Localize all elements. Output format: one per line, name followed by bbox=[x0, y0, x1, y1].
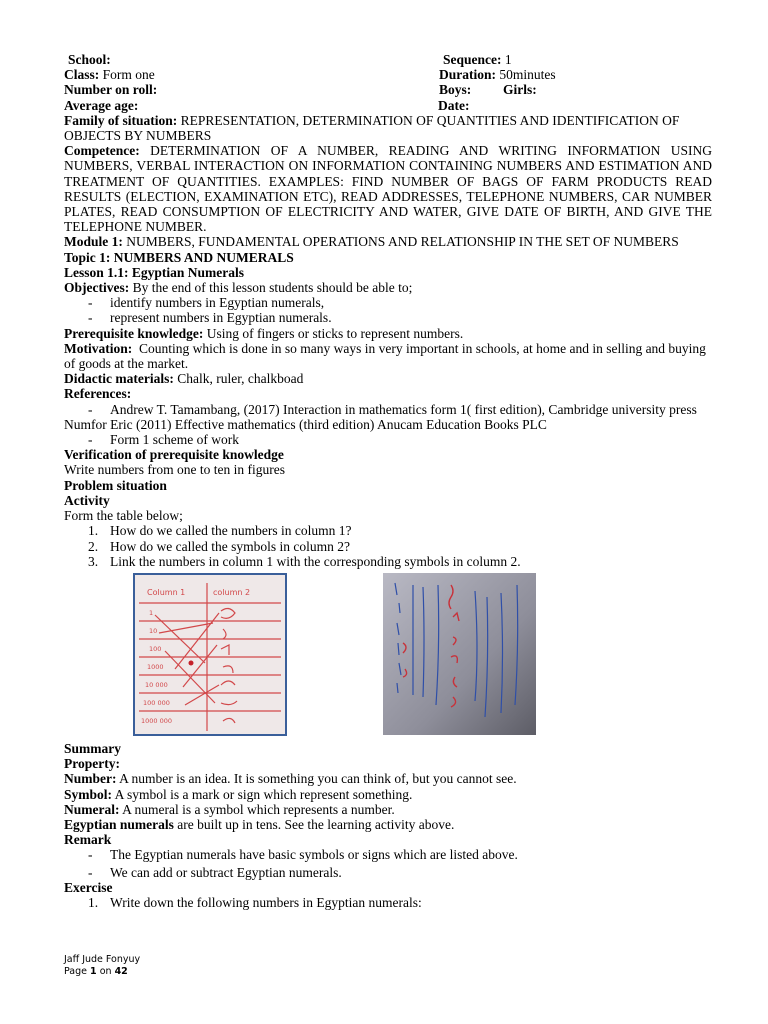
problem-situation-heading: Problem situation bbox=[64, 477, 167, 493]
definition-term: Symbol: bbox=[64, 786, 113, 802]
module-text: NUMBERS, FUNDAMENTAL OPERATIONS AND RELATIONSHIP IN THE SET OF NUMBERS bbox=[126, 234, 679, 250]
footer-page-count bbox=[64, 966, 140, 978]
photo-number: 100 bbox=[149, 644, 162, 653]
objectives bbox=[64, 280, 712, 295]
definition-text: A number is an idea. It is something you can think of, but you cannot see. bbox=[119, 771, 517, 787]
footer-author: Jaff Jude Fonyuy bbox=[64, 954, 141, 965]
age-label: Average age: bbox=[64, 97, 139, 113]
activity-heading: Activity bbox=[64, 492, 110, 508]
family-label: Family of situation: bbox=[64, 112, 178, 128]
references-list bbox=[64, 402, 712, 417]
prerequisite-label: Prerequisite knowledge: bbox=[64, 325, 204, 341]
verification-heading: Verification of prerequisite knowledge bbox=[64, 447, 284, 463]
definition-term: Egyptian numerals bbox=[64, 816, 174, 832]
sequence-label: Sequence: bbox=[443, 52, 502, 67]
photo-number: 1 bbox=[149, 608, 154, 617]
reference-item: - Andrew T. Tamambang, (2017) Interaction in mathematics form 1( first edition), Cambridge university press bbox=[64, 402, 712, 417]
reference-line: Numfor Eric (2011) Effective mathematics (third edition) Anucam Education Books PLC bbox=[64, 416, 547, 432]
list-item bbox=[64, 539, 712, 554]
list-item: - We can add or subtract Egyptian numerals. bbox=[64, 865, 712, 880]
photo-number: 1000 000 bbox=[141, 716, 173, 725]
list-item: - The Egyptian numerals have basic symbols or signs which are listed above. bbox=[64, 847, 712, 862]
date-label: Date: bbox=[438, 97, 470, 113]
exercise-list bbox=[64, 895, 712, 910]
verification-text: Write numbers from one to ten in figures bbox=[64, 462, 286, 478]
school-label: School: bbox=[68, 52, 111, 67]
header-row-1 bbox=[64, 52, 712, 67]
definition-number bbox=[64, 771, 712, 786]
roll-label: Number on roll: bbox=[64, 82, 158, 98]
list-item bbox=[64, 554, 712, 569]
didactic-label: Didactic materials: bbox=[64, 371, 174, 387]
lesson-page bbox=[64, 52, 712, 910]
class-label: Class: bbox=[64, 67, 100, 83]
motivation bbox=[64, 341, 712, 371]
competence-label: Competence: bbox=[64, 143, 140, 159]
prerequisite-text: Using of fingers or sticks to represent numbers. bbox=[206, 325, 464, 341]
photo-number: 10 000 bbox=[145, 680, 168, 689]
references-heading: References: bbox=[64, 386, 132, 402]
photo-number: 1000 bbox=[147, 662, 164, 671]
duration-value: 50minutes bbox=[499, 67, 556, 83]
notebook-drawing bbox=[383, 573, 536, 735]
notebook-photo bbox=[383, 573, 536, 735]
list-item: - identify numbers in Egyptian numerals, bbox=[64, 295, 712, 310]
photo-number: 10 bbox=[149, 626, 158, 635]
list-item: - represent numbers in Egyptian numerals. bbox=[64, 310, 712, 325]
page-footer bbox=[64, 954, 140, 978]
header-row-3 bbox=[64, 82, 712, 97]
remark-list bbox=[64, 847, 712, 879]
footer-page-word: Page bbox=[64, 966, 87, 977]
item-text: How do we called the numbers in column 1? bbox=[110, 523, 352, 539]
list-item bbox=[64, 895, 712, 910]
remark-heading: Remark bbox=[64, 832, 112, 848]
item-number: 1. bbox=[88, 523, 99, 539]
module-label: Module 1: bbox=[64, 234, 123, 250]
photo-column-1-label: Column 1 bbox=[147, 587, 186, 597]
handwritten-table-photo bbox=[133, 573, 287, 736]
didactic-text: Chalk, ruler, chalkboad bbox=[177, 371, 304, 387]
item-text: Link the numbers in column 1 with the corresponding symbols in column 2. bbox=[110, 553, 521, 569]
topic-heading: Topic 1: NUMBERS AND NUMERALS bbox=[64, 249, 294, 265]
summary-heading: Summary bbox=[64, 740, 121, 756]
item-text: How do we called the symbols in column 2? bbox=[110, 538, 350, 554]
activity-questions bbox=[64, 523, 712, 569]
definition-text: A numeral is a symbol which represents a number. bbox=[122, 801, 395, 817]
definition-symbol bbox=[64, 787, 712, 802]
boys-label: Boys: bbox=[439, 82, 472, 98]
competence bbox=[64, 143, 712, 234]
family-of-situation bbox=[64, 113, 712, 143]
girls-label: Girls: bbox=[503, 82, 537, 98]
footer-on-word: on bbox=[99, 966, 112, 977]
objectives-text: By the end of this lesson students should be able to; bbox=[132, 280, 413, 296]
definition-term: Numeral: bbox=[64, 801, 120, 817]
header-row-4 bbox=[64, 98, 712, 113]
objectives-label: Objectives: bbox=[64, 280, 130, 296]
references-list-2 bbox=[64, 432, 712, 447]
duration-label: Duration: bbox=[439, 67, 496, 83]
item-number: 3. bbox=[88, 553, 99, 569]
class-value: Form one bbox=[102, 67, 155, 83]
sequence-value: 1 bbox=[504, 52, 512, 67]
competence-text: DETERMINATION OF A NUMBER, READING AND WRITING INFORMATION USING NUMBERS, VERBAL INTERACTION ON INFORMATION CONTAINING NUMBERS AND ESTIMATION AND TREATMENT OF QUANTITIES. EXAMPLES: FIND NUMBER OF BAGS OF FARM PRODUCTS READ RESULTS (ELECTION, EXAMINATION ETC), READ ADDRESSES, TELEPHONE NUMBERS, CAR NUMBER PLATES, READ CONSUMPTION OF ELECTRICITY AND WATER, GIVE DATE OF BIRTH, AND GIVE THE TELEPHONE NUMBER. bbox=[64, 143, 713, 235]
didactic-materials bbox=[64, 371, 712, 386]
lesson-heading: Lesson 1.1: Egyptian Numerals bbox=[64, 264, 245, 280]
definition-term: Number: bbox=[64, 771, 117, 787]
item-number: 1. bbox=[88, 894, 99, 910]
footer-page-total: 42 bbox=[114, 966, 128, 977]
handwritten-table-drawing bbox=[135, 575, 285, 734]
list-item bbox=[64, 523, 712, 538]
objectives-list bbox=[64, 295, 712, 325]
item-number: 2. bbox=[88, 538, 99, 554]
motivation-label: Motivation: bbox=[64, 340, 133, 356]
photo-column-2-label: column 2 bbox=[213, 587, 251, 597]
activity-intro: Form the table below; bbox=[64, 508, 183, 524]
photos-row bbox=[64, 569, 712, 739]
photo-number: 100 000 bbox=[143, 698, 170, 707]
property-heading: Property: bbox=[64, 756, 120, 772]
header-row-2 bbox=[64, 67, 712, 82]
definition-text: are built up in tens. See the learning activity above. bbox=[177, 816, 455, 832]
reference-item: - Form 1 scheme of work bbox=[64, 432, 712, 447]
family-text: REPRESENTATION, DETERMINATION OF QUANTITIES AND IDENTIFICATION OF OBJECTS BY NUMBERS bbox=[64, 112, 680, 144]
prerequisite-knowledge bbox=[64, 326, 712, 341]
definition-text: A symbol is a mark or sign which represent something. bbox=[114, 786, 413, 802]
definition-numeral bbox=[64, 802, 712, 817]
item-text: Write down the following numbers in Egyptian numerals: bbox=[110, 894, 422, 910]
exercise-heading: Exercise bbox=[64, 879, 113, 895]
footer-page-number: 1 bbox=[90, 966, 97, 977]
definition-egyptian-numerals bbox=[64, 817, 712, 832]
module bbox=[64, 234, 712, 249]
motivation-text: Counting which is done in so many ways in very important in schools, at home and in selling and buying of goods at the market. bbox=[64, 340, 706, 372]
